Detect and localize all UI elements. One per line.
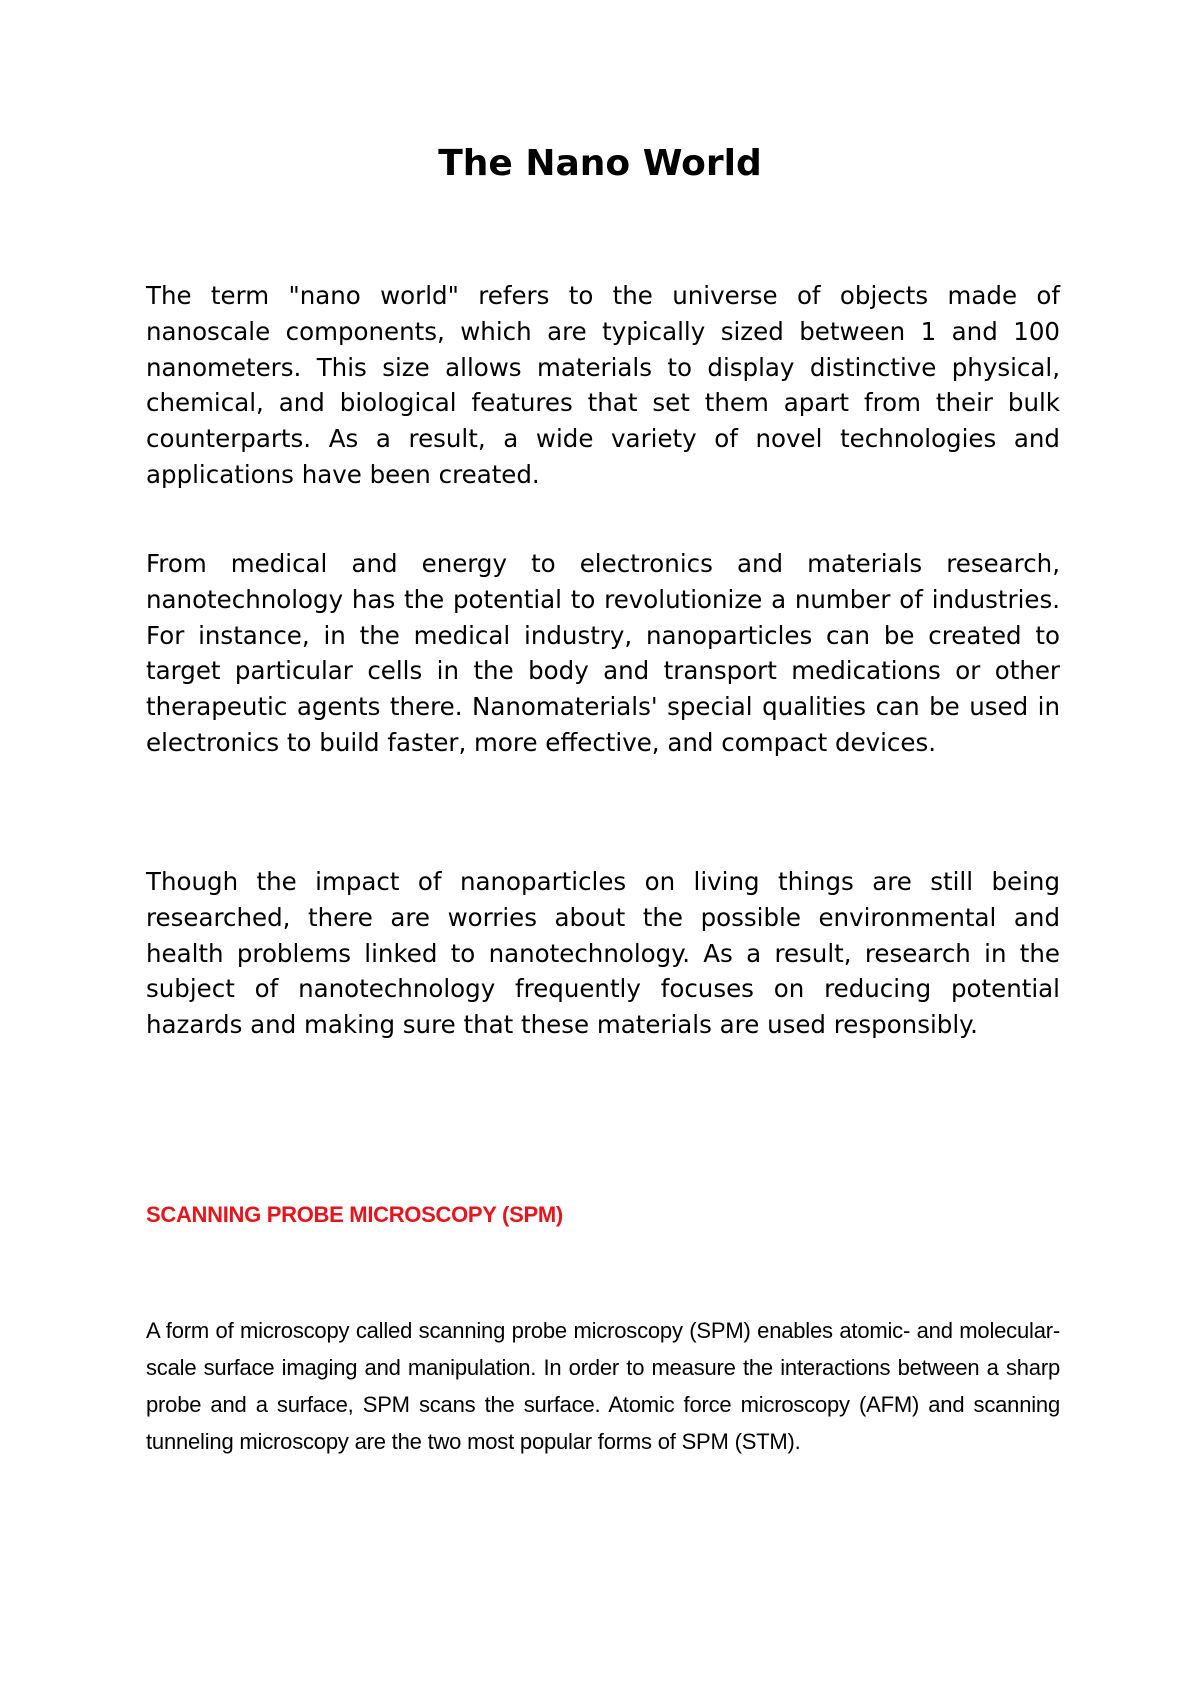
paragraph-risks: Though the impact of nanoparticles on living things are still being researched, there are worries about the possible environmental and health problems linked to nanotechnology. As a result, research in the subject of nanotechnology frequently focuses on reducing potential hazards and making sure that these materials are used responsibly.	[146, 867, 1060, 1040]
document-title: The Nano World	[438, 143, 762, 184]
paragraph-intro: The term "nano world" refers to the universe of objects made of nanoscale components, which are typically sized between 1 and 100 nanometers. This size allows materials to display distinctive physical, chemical, and biological features that set them apart from their bulk counterparts. As a result, a wide variety of novel technologies and applications have been created.	[146, 281, 1060, 489]
paragraph-applications: From medical and energy to electronics and materials research, nanotechnology has the potential to revolutionize a number of industries. For instance, in the medical industry, nanoparticles can be created to target particular cells in the body and transport medications or other therapeutic agents there. Nanomaterials' special qualities can be used in electronics to build faster, more effective, and compact devices.	[146, 549, 1060, 757]
section-heading-spm: SCANNING PROBE MICROSCOPY (SPM)	[146, 1202, 563, 1227]
paragraph-spm: A form of microscopy called scanning probe microscopy (SPM) enables atomic- and molecular-scale surface imaging and manipulation. In order to measure the interactions between a sharp probe and a surface, SPM scans the surface. Atomic force microscopy (AFM) and scanning tunneling microscopy are the two most popular forms of SPM (STM).	[146, 1318, 1060, 1454]
